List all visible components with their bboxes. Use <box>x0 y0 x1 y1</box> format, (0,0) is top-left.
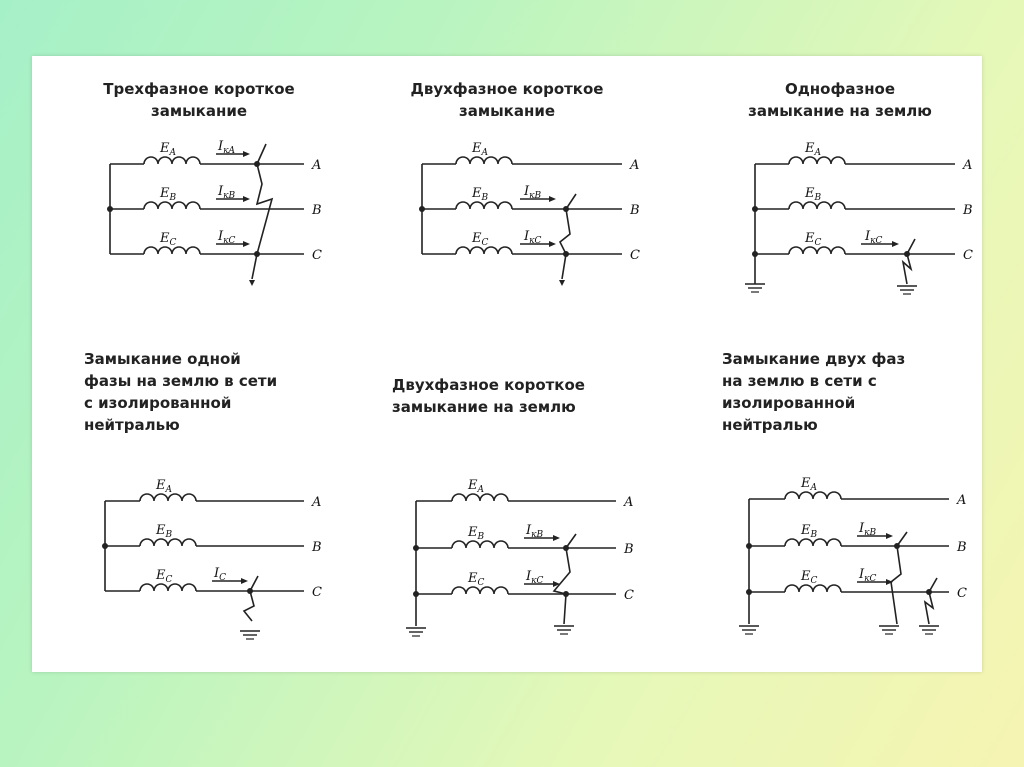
phase-label: B <box>312 540 322 555</box>
current-arrow-head <box>886 533 893 539</box>
emf-label-b: $E_B$ <box>472 186 489 203</box>
current-label-b: $I_{кB}$ <box>859 521 877 538</box>
inductor-coil <box>452 494 508 501</box>
inductor-coil <box>144 202 200 209</box>
panel-title-single-phase-ground <box>720 78 960 122</box>
fault-path <box>903 239 915 284</box>
title-line: замыкание <box>150 102 247 120</box>
current-arrow-head <box>243 196 250 202</box>
emf-label-a: $E_A$ <box>160 141 176 158</box>
current-arrow-head <box>553 535 560 541</box>
title-line: с изолированной <box>84 394 232 412</box>
phase-label: C <box>963 248 973 263</box>
fault-arrow-head <box>559 280 565 286</box>
inductor-coil <box>456 247 512 254</box>
title-line: замыкание на землю <box>748 102 932 120</box>
emf-label-c: $E_C$ <box>468 571 485 588</box>
circuit-isolated-single <box>72 478 322 651</box>
emf-label-c: $E_C$ <box>156 568 173 585</box>
junction-dot <box>746 589 752 595</box>
slide-canvas <box>32 56 982 672</box>
emf-label-a: $E_A$ <box>805 141 821 158</box>
emf-label-b: $E_B$ <box>156 523 173 540</box>
junction-dot <box>752 206 758 212</box>
title-line: изолированной <box>722 394 856 412</box>
current-label-c: $I_{кC}$ <box>524 229 542 246</box>
current-label-c: $I_{кC}$ <box>859 567 877 584</box>
circuit-isolated-two <box>707 474 967 649</box>
emf-label-b: $E_B$ <box>468 525 485 542</box>
junction-dot <box>413 545 419 551</box>
title-line: Замыкание одной <box>84 350 241 368</box>
title-line: замыкание <box>458 102 555 120</box>
phase-label: A <box>963 158 973 173</box>
phase-label: A <box>312 495 322 510</box>
phase-label: B <box>624 542 634 557</box>
emf-label-a: $E_A$ <box>472 141 488 158</box>
inductor-coil <box>144 247 200 254</box>
emf-label-a: $E_A$ <box>156 478 172 495</box>
panel-title-two-phase-ground <box>392 374 585 418</box>
emf-label-a: $E_A$ <box>801 476 817 493</box>
panel-title-isolated-single <box>84 348 277 436</box>
phase-label: A <box>624 495 634 510</box>
inductor-coil <box>140 494 196 501</box>
inductor-coil <box>785 539 841 546</box>
emf-label-c: $E_C$ <box>801 569 818 586</box>
current-arrow-head <box>549 196 556 202</box>
inductor-coil <box>785 492 841 499</box>
phase-label: C <box>312 248 322 263</box>
junction-dot <box>752 251 758 257</box>
circuit-three-phase <box>72 139 322 304</box>
current-label-b: $I_{кB}$ <box>526 523 544 540</box>
panel-title-isolated-two <box>722 348 905 436</box>
title-line: Замыкание двух фаз <box>722 350 906 368</box>
current-label-a: $I_{кA}$ <box>218 139 236 156</box>
phase-label: C <box>630 248 640 263</box>
circuit-two-phase <box>384 141 640 304</box>
emf-label-a: $E_A$ <box>468 478 484 495</box>
circuit-two-phase-ground <box>372 476 634 646</box>
phase-label: C <box>312 585 322 600</box>
phase-label: C <box>624 588 634 603</box>
title-line: Двухфазное короткое <box>410 80 604 98</box>
inductor-coil <box>785 585 841 592</box>
emf-label-c: $E_C$ <box>805 231 822 248</box>
fault-path <box>244 576 258 621</box>
circuit-single-phase-ground <box>715 141 973 314</box>
title-line: Однофазное <box>784 80 896 98</box>
phase-label: B <box>630 203 640 218</box>
inductor-coil <box>456 157 512 164</box>
junction-dot <box>419 206 425 212</box>
current-label-c: $I_{кC}$ <box>526 569 544 586</box>
inductor-coil <box>452 587 508 594</box>
inductor-coil <box>789 157 845 164</box>
title-line: Трехфазное короткое <box>103 80 295 98</box>
emf-label-b: $E_B$ <box>801 523 818 540</box>
junction-dot <box>746 543 752 549</box>
phase-label: A <box>957 493 967 508</box>
inductor-coil <box>789 202 845 209</box>
phase-label: C <box>957 586 967 601</box>
title-line: нейтралью <box>722 416 818 434</box>
current-label-c: $I_C$ <box>214 566 227 583</box>
current-arrow-head <box>241 578 248 584</box>
fault-path <box>560 194 576 279</box>
panel-title-two-phase <box>387 78 627 122</box>
panel-title-three-phase <box>84 78 314 122</box>
phase-label: B <box>957 540 967 555</box>
inductor-coil <box>452 541 508 548</box>
phase-label: A <box>630 158 640 173</box>
current-label-b: $I_{кB}$ <box>524 184 542 201</box>
title-line: на землю в сети с <box>722 372 877 390</box>
current-label-c: $I_{кC}$ <box>865 229 883 246</box>
current-arrow-head <box>243 241 250 247</box>
junction-dot <box>107 206 113 212</box>
current-label-c: $I_{кC}$ <box>218 229 236 246</box>
fault-path <box>925 578 937 624</box>
inductor-coil <box>144 157 200 164</box>
inductor-coil <box>140 539 196 546</box>
junction-dot <box>102 543 108 549</box>
current-label-b: $I_{кB}$ <box>218 184 236 201</box>
phase-label: B <box>963 203 973 218</box>
title-line: Двухфазное короткое <box>392 376 585 394</box>
emf-label-c: $E_C$ <box>160 231 177 248</box>
fault-arrow-head <box>249 280 255 286</box>
inductor-coil <box>789 247 845 254</box>
emf-label-b: $E_B$ <box>160 186 177 203</box>
title-line: замыкание на землю <box>392 398 576 416</box>
title-line: фазы на землю в сети <box>84 372 278 390</box>
phase-label: B <box>312 203 322 218</box>
current-arrow-head <box>243 151 250 157</box>
inductor-coil <box>456 202 512 209</box>
title-line: нейтралью <box>84 416 180 434</box>
phase-label: A <box>312 158 322 173</box>
emf-label-b: $E_B$ <box>805 186 822 203</box>
current-arrow-head <box>549 241 556 247</box>
inductor-coil <box>140 584 196 591</box>
current-arrow-head <box>892 241 899 247</box>
emf-label-c: $E_C$ <box>472 231 489 248</box>
junction-dot <box>413 591 419 597</box>
